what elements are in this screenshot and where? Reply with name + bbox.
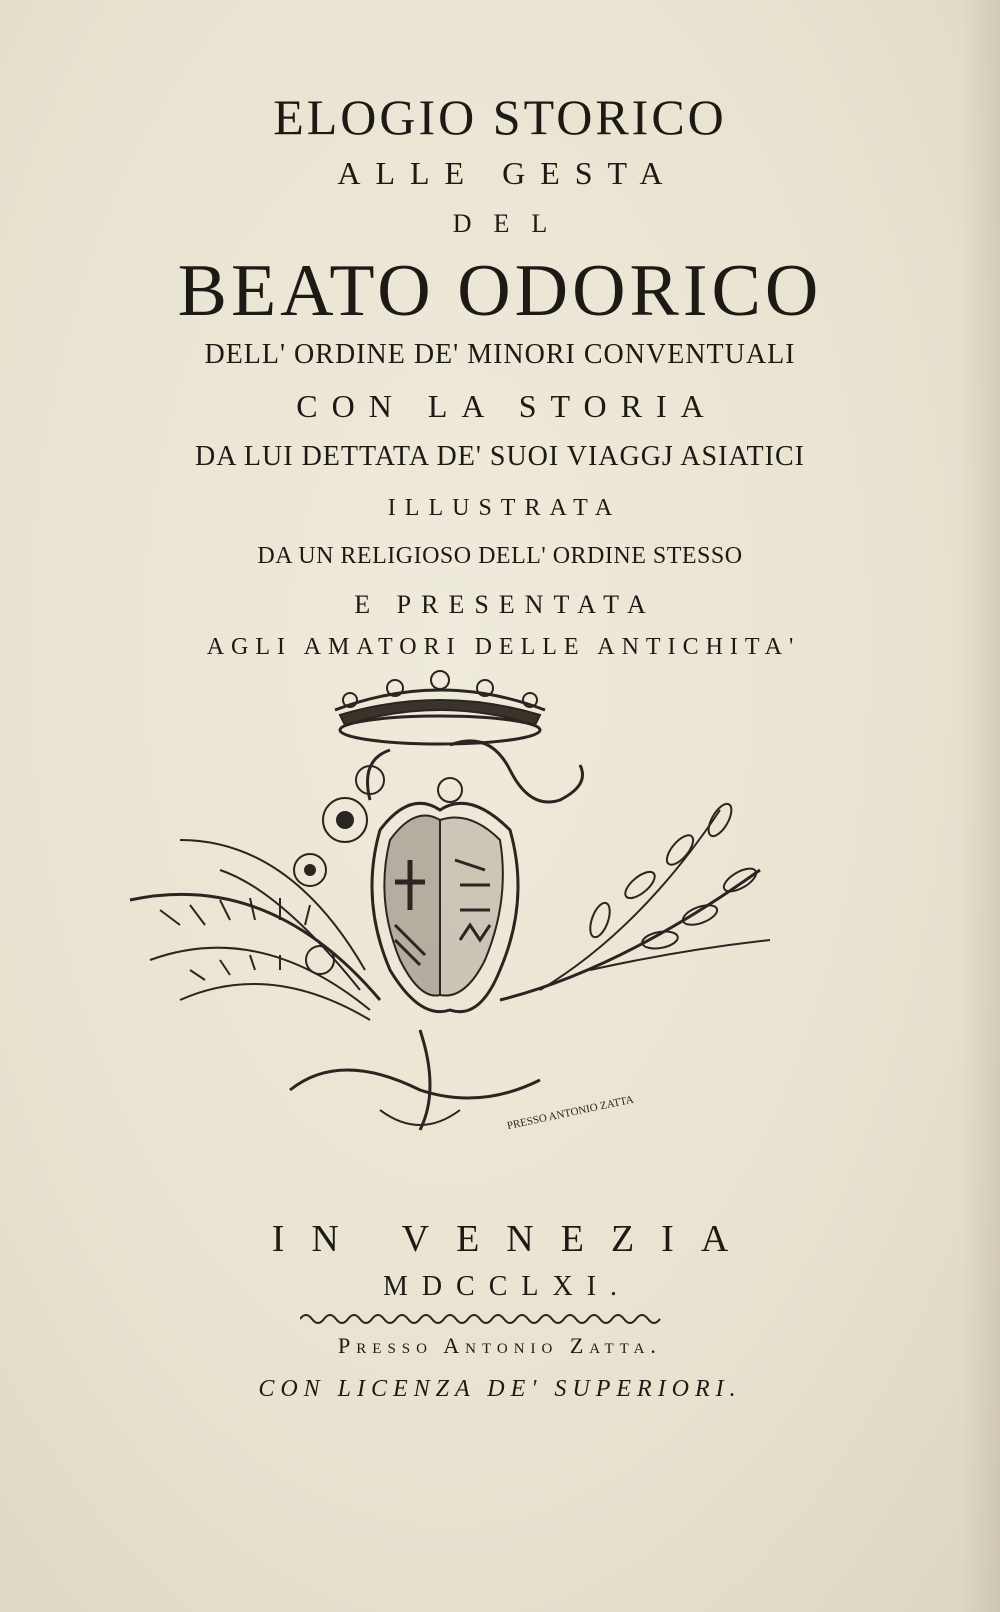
emblem-signature: PRESSO ANTONIO ZATTA [505, 1093, 635, 1133]
title-line-religioso: DA UN RELIGIOSO DELL' ORDINE STESSO [257, 543, 743, 569]
title-line-alle-gesta: ALLE GESTA [337, 155, 678, 191]
title-line-amatori: AGLI AMATORI DELLE ANTICHITA' [206, 634, 801, 660]
imprint-printer: Presso Antonio Zatta. [338, 1333, 662, 1358]
title-line-illustrata: ILLUSTRATA [387, 495, 622, 521]
page-edge-shadow [960, 0, 1000, 1612]
wave-scroll-ornament-icon [300, 1312, 670, 1326]
imprint-year: MDCCLXI. [382, 1271, 632, 1302]
title-line-elogio-storico: ELOGIO STORICO [273, 89, 727, 145]
title-line-ordine: DELL' ORDINE DE' MINORI CONVENTUALI [204, 339, 796, 370]
title-line-presentata: E PRESENTATA [354, 590, 656, 619]
title-line-con-la-storia: CON LA STORIA [296, 388, 718, 424]
title-line-viaggj: DA LUI DETTATA DE' SUOI VIAGGJ ASIATICI [195, 441, 805, 472]
title-line-del: DEL [452, 209, 570, 238]
title-line-beato-odorico: BEATO ODORICO [177, 250, 823, 332]
coat-of-arms-engraving-icon [120, 670, 800, 1190]
imprint-license: CON LICENZA DE' SUPERIORI. [258, 1376, 742, 1402]
imprint-place: IN VENEZIA [271, 1218, 756, 1260]
